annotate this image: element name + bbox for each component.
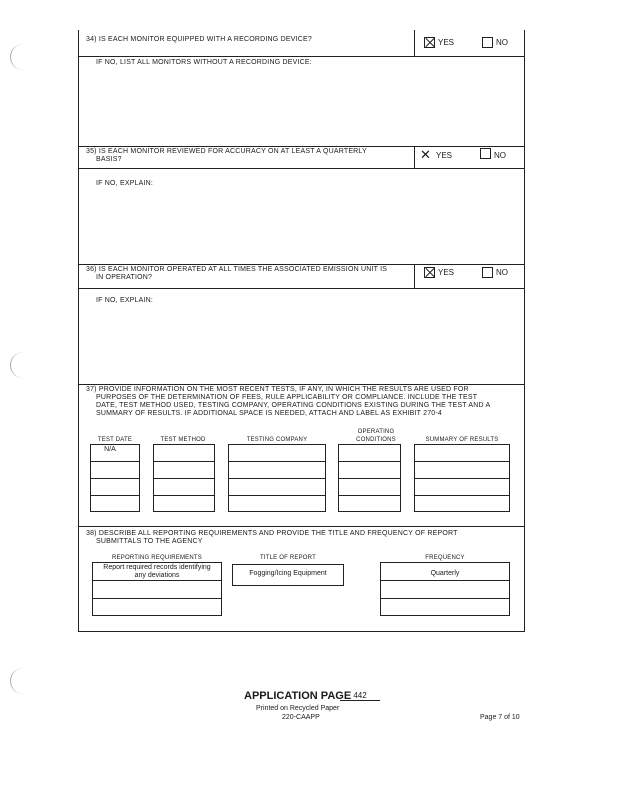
row-line: [92, 580, 222, 581]
question-35-line1: 35) IS EACH MONITOR REVIEWED FOR ACCURACY ON AT LEAST A QUARTERLY: [86, 148, 367, 155]
col-header-test-method: TEST METHOD: [160, 437, 206, 443]
answer-divider: [414, 264, 415, 288]
row-line: [153, 478, 215, 479]
reporting-requirement-line2: any deviations: [134, 572, 180, 579]
col-header-op-conditions-2: CONDITIONS: [356, 437, 396, 443]
form-number: 220-CAAPP: [282, 714, 320, 721]
row-line: [228, 461, 326, 462]
reporting-requirement-line1: Report required records identifying: [103, 564, 211, 571]
divider: [78, 146, 525, 147]
col-header-testing-company: TESTING COMPANY: [246, 437, 308, 443]
q35-yes-checkmark[interactable]: ✕: [420, 147, 431, 162]
row-line: [228, 478, 326, 479]
row-line: [414, 495, 510, 496]
binder-hole-mark: [10, 668, 25, 694]
row-line: [338, 495, 401, 496]
q36-followup-text: IF NO, EXPLAIN:: [96, 297, 154, 304]
divider: [78, 56, 525, 57]
row-line: [153, 461, 215, 462]
row-line: [90, 495, 140, 496]
row-line: [414, 461, 510, 462]
divider: [78, 384, 525, 385]
row-line: [380, 598, 510, 599]
col-header-op-conditions-1: OPERATING: [357, 429, 395, 435]
divider: [78, 288, 525, 289]
q36-yes-checkbox[interactable]: [424, 267, 435, 278]
question-37-line3: DATE, TEST METHOD USED, TESTING COMPANY, OPERATING CONDITIONS EXISTING DURING THE TEST AND A: [96, 402, 491, 409]
q34-followup-text: IF NO, LIST ALL MONITORS WITHOUT A RECORDING DEVICE:: [96, 59, 312, 66]
question-37-line4: SUMMARY OF RESULTS. IF ADDITIONAL SPACE IS NEEDED, ATTACH AND LABEL AS EXHIBIT 270-4: [96, 410, 443, 417]
answer-divider: [414, 30, 415, 56]
application-page-label: APPLICATION PAGE: [244, 690, 352, 702]
question-38-line1: 38) DESCRIBE ALL REPORTING REQUIREMENTS AND PROVIDE THE TITLE AND FREQUENCY OF REPORT: [86, 530, 458, 537]
col-header-summary: SUMMARY OF RESULTS: [425, 437, 499, 443]
question-34-text: 34) IS EACH MONITOR EQUIPPED WITH A RECORDING DEVICE?: [86, 36, 312, 43]
row-line: [92, 598, 222, 599]
q35-no-checkbox[interactable]: [480, 148, 491, 159]
question-37-line1: 37) PROVIDE INFORMATION ON THE MOST RECENT TESTS, IF ANY, IN WHICH THE RESULTS ARE USED FOR: [86, 386, 469, 393]
q35-followup-text: IF NO, EXPLAIN:: [96, 180, 154, 187]
q34-yes-label: YES: [438, 38, 455, 47]
divider: [78, 264, 525, 265]
question-36-line2: IN OPERATION?: [96, 274, 153, 281]
question-38-line2: SUBMITTALS TO THE AGENCY: [96, 538, 203, 545]
row-line: [153, 495, 215, 496]
col-header-test-date: TEST DATE: [97, 437, 133, 443]
form-left-border: [78, 30, 79, 632]
row-line: [90, 461, 140, 462]
page-of-label: Page 7 of 10: [480, 714, 520, 721]
question-36-line1: 36) IS EACH MONITOR OPERATED AT ALL TIMES THE ASSOCIATED EMISSION UNIT IS: [86, 266, 388, 273]
q34-no-label: NO: [496, 38, 508, 47]
q36-no-label: NO: [496, 268, 508, 277]
col-header-frequency: FREQUENCY: [425, 555, 465, 561]
frequency-value: Quarterly: [430, 570, 460, 577]
application-page-number: 442: [340, 691, 380, 701]
q34-no-checkbox[interactable]: [482, 37, 493, 48]
col-header-report-title: TITLE OF REPORT: [260, 555, 316, 561]
row-line: [228, 495, 326, 496]
row-line: [338, 461, 401, 462]
question-37-line2: PURPOSES OF THE DETERMINATION OF FEES, RULE APPLICABILITY OR COMPLIANCE. INCLUDE THE TEST: [96, 394, 478, 401]
divider: [78, 168, 525, 169]
row-line: [380, 580, 510, 581]
answer-divider: [414, 146, 415, 168]
question-35-line2: BASIS?: [96, 156, 122, 163]
row-line: [338, 478, 401, 479]
divider: [78, 526, 525, 527]
binder-hole-mark: [10, 44, 25, 70]
row-line: [90, 478, 140, 479]
form-bottom-border: [78, 631, 525, 632]
q35-no-label: NO: [494, 151, 506, 160]
report-title-value: Fogging/Icing Equipment: [249, 570, 327, 577]
binder-hole-mark: [10, 352, 25, 378]
printed-on-recycled-paper: Printed on Recycled Paper: [256, 705, 340, 712]
q36-yes-label: YES: [438, 268, 455, 277]
q36-no-checkbox[interactable]: [482, 267, 493, 278]
q35-yes-label: YES: [436, 151, 453, 160]
form-right-border: [524, 30, 525, 632]
col-header-reporting-requirements: REPORTING REQUIREMENTS: [112, 555, 202, 561]
q34-yes-checkbox[interactable]: [424, 37, 435, 48]
row-line: [414, 478, 510, 479]
test-date-value: N/A: [104, 446, 116, 453]
